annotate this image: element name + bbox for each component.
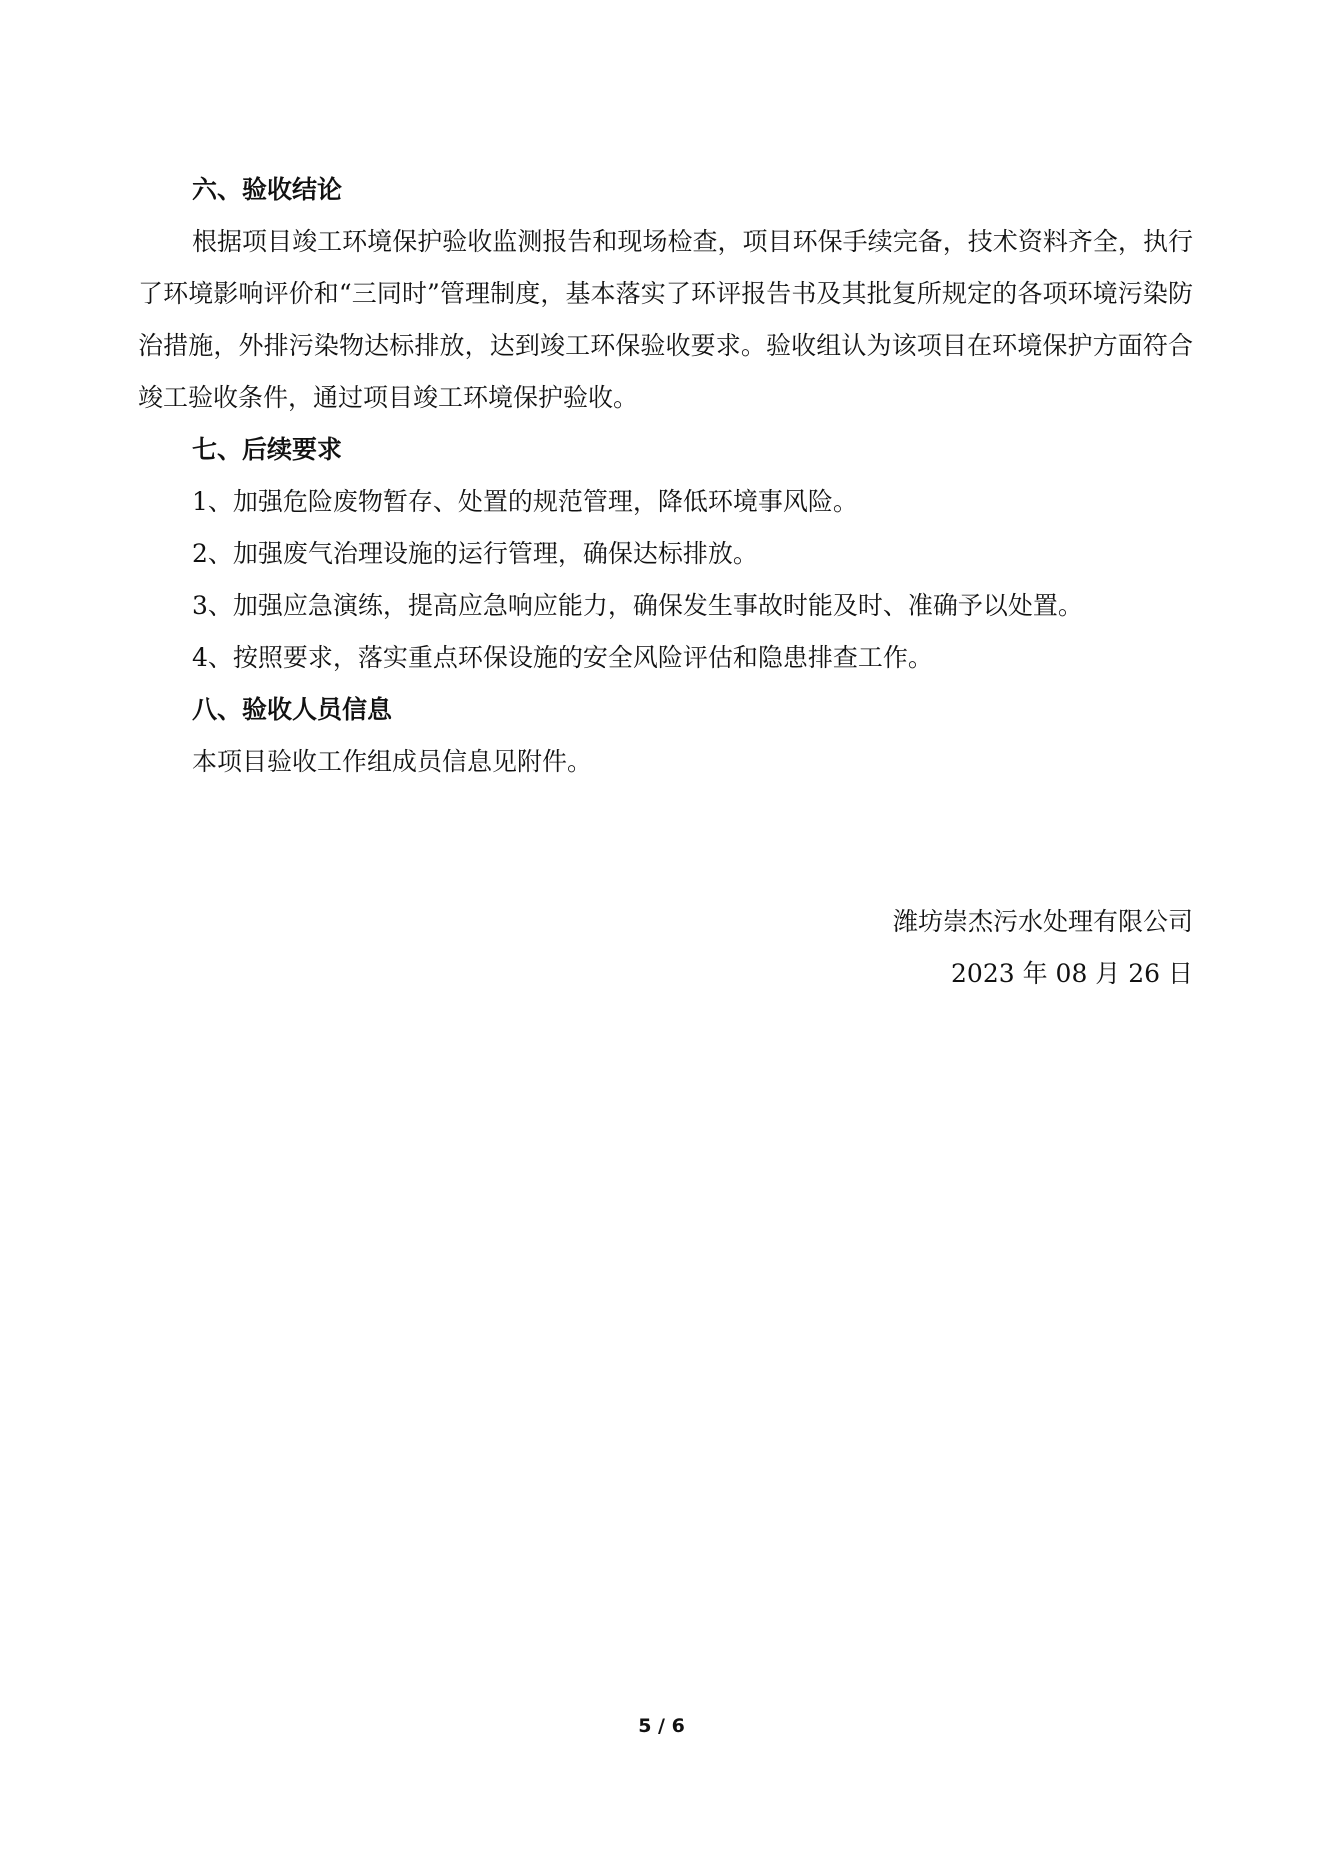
follow-up-item: 1、加强危险废物暂存、处置的规范管理，降低环境事风险。: [192, 487, 858, 516]
personnel-paragraph: 本项目验收工作组成员信息见附件。: [192, 747, 593, 776]
follow-up-item: 4、按照要求，落实重点环保设施的安全风险评估和隐患排查工作。: [192, 643, 933, 672]
follow-up-item: 2、加强废气治理设施的运行管理，确保达标排放。: [192, 539, 758, 568]
signature-date: 2023 年 08 月 26 日: [951, 959, 1193, 988]
signature-block: [893, 896, 1193, 1000]
document-body: [138, 164, 1193, 788]
follow-up-item: 3、加强应急演练，提高应急响应能力，确保发生事故时能及时、准确予以处置。: [192, 591, 1083, 620]
section-heading-personnel: 八、验收人员信息: [192, 695, 393, 724]
conclusion-paragraph: 根据项目竣工环境保护验收监测报告和现场检查，项目环保手续完备，技术资料齐全，执行了环境影响评价和“三同时”管理制度，基本落实了环评报告书及其批复所规定的各项环境污染防治措施，外排污染物达标排放，达到竣工环保验收要求。验收组认为该项目在环境保护方面符合竣工验收条件，通过项目竣工环境保护验收。: [138, 227, 1193, 412]
company-name: 潍坊崇杰污水处理有限公司: [892, 907, 1193, 936]
section-heading-conclusion: 六、验收结论: [192, 175, 343, 204]
page-number: 5 / 6: [638, 1715, 685, 1737]
section-heading-follow-up: 七、后续要求: [192, 435, 343, 464]
